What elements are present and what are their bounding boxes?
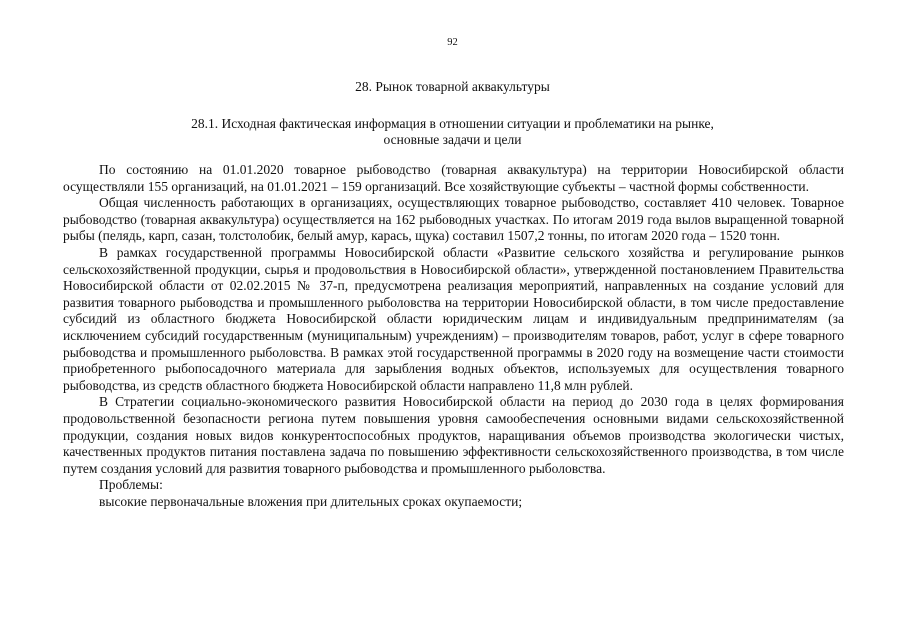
- paragraph-employment-and-catch: Общая численность работающих в организациях, осуществляющих товарное рыбоводство, составляет 410 человек. Товарное рыбоводство (товарная аквакультура) осуществляется на 162 рыбоводных участках. По итогам 2019 года вылов выращенной товарной рыбы (пелядь, карп, сазан, толстолобик, белый амур, карась, щука) составил 1507,2 тонны, по итогам 2020 года – 1520 тонн.: [63, 195, 844, 244]
- paragraph-state-program: В рамках государственной программы Новосибирской области «Развитие сельского хозяйства и регулирование рынков сельскохозяйственной продукции, сырья и продовольствия в Новосибирской области», утвержденной постановлением Правительства Новосибирской области от 02.02.2015 № 37-п, предусмотрена реализация мероприятий, направленных на создание условий для развития товарного рыбоводства и промышленного рыболовства на территории Новосибирской области, в том числе предоставление субсидий из областного бюджета Новосибирской области юридическим лицам и индивидуальным предпринимателям (за исключением субсидий государственным (муниципальным) учреждениям) – производителям товаров, работ, услуг в сфере товарного рыбоводства и промышленного рыболовства. В рамках этой государственной программы в 2020 году на возмещение части стоимости приобретенного рыбопосадочного материала для зарыбления водных объектов, используемых для осуществления товарного рыбоводства, из средств областного бюджета Новосибирской области направлено 11,8 млн рублей.: [63, 244, 844, 393]
- paragraph-organizations-count: По состоянию на 01.01.2020 товарное рыбоводство (товарная аквакультура) на территории Новосибирской области осуществляли 155 организаций, на 01.01.2021 – 159 организаций. Все хозяйствующие субъекты – частной формы собственности.: [63, 162, 844, 194]
- problem-item: высокие первоначальные вложения при длительных сроках окупаемости;: [99, 493, 523, 509]
- problems-heading: Проблемы:: [99, 477, 163, 493]
- subsection-title: [0, 116, 905, 148]
- page-number: 92: [447, 37, 458, 48]
- section-title: 28. Рынок товарной аквакультуры: [355, 79, 550, 94]
- subsection-title-line-1: 28.1. Исходная фактическая информация в отношении ситуации и проблематики на рынке,: [191, 116, 714, 131]
- subsection-title-line-2: основные задачи и цели: [383, 132, 522, 147]
- paragraph-development-strategy: В Стратегии социально-экономического развития Новосибирской области на период до 2030 года в целях формирования продовольственной безопасности региона путем повышения уровня самообеспечения основными видами сельскохозяйственной продукции, создания новых видов конкурентоспособных продуктов, наращивания объемов производства экологически чистых, качественных продуктов питания поставлена задача по повышению эффективности сельскохозяйственного производства, в том числе путем создания условий для развития товарного рыбоводства и промышленного рыболовства.: [63, 394, 844, 476]
- body-text: [63, 162, 844, 510]
